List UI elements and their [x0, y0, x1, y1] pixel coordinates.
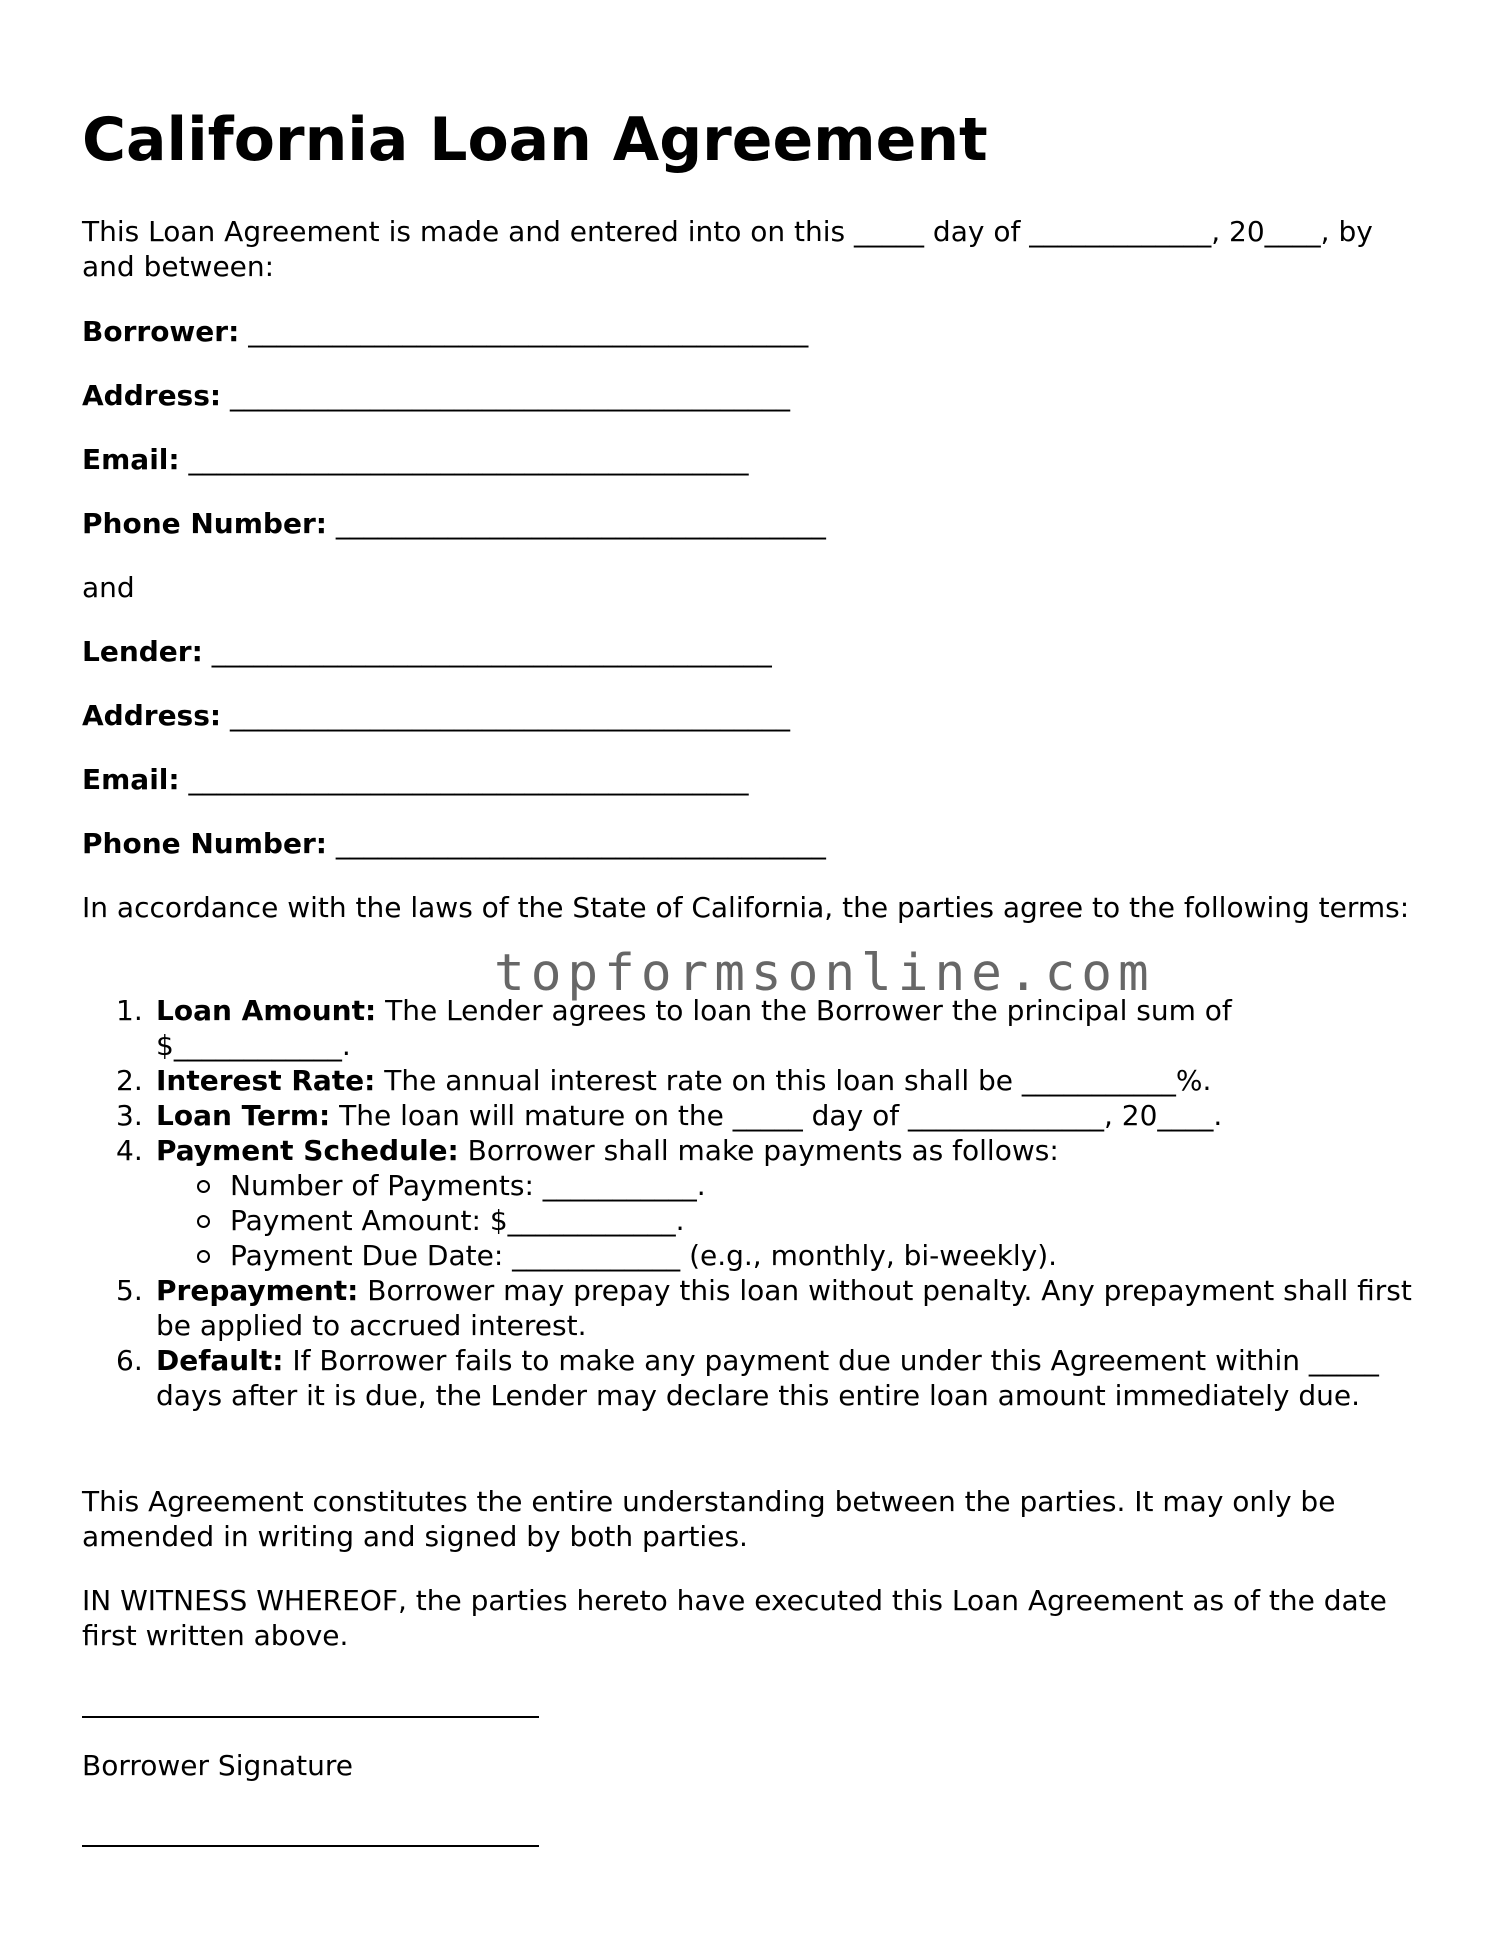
borrower-signature-label: Borrower Signature	[82, 1749, 354, 1782]
list-item	[230, 1238, 1422, 1273]
borrower-signature-line[interactable]	[82, 1716, 539, 1718]
witness-paragraph: IN WITNESS WHEREOF, the parties hereto have executed this Loan Agreement as of the date first written above.	[82, 1584, 1387, 1652]
watermark-text: topformsonline.com	[494, 944, 1155, 1003]
intro-paragraph: This Loan Agreement is made and entered into on this _____ day of _____________, 20____, by and between:	[82, 215, 1373, 283]
term-text: Borrower shall make payments as follows:	[458, 1134, 1059, 1167]
list-item	[116, 1133, 1422, 1273]
lender-address-field[interactable]	[82, 698, 790, 733]
circle-bullet-icon	[197, 1250, 210, 1263]
list-item	[116, 993, 1422, 1063]
lender-phone-field[interactable]	[82, 826, 826, 861]
list-number: 3.	[116, 1099, 143, 1132]
list-item	[116, 1273, 1422, 1343]
lender-name-field[interactable]	[82, 634, 772, 669]
terms-intro-paragraph: In accordance with the laws of the State of California, the parties agree to the following terms:	[82, 891, 1410, 924]
list-item	[230, 1168, 1422, 1203]
borrower-email-field[interactable]	[82, 442, 749, 477]
list-number: 6.	[116, 1344, 143, 1377]
term-text: The annual interest rate on this loan shall be ___________%.	[375, 1064, 1212, 1097]
list-item	[116, 1343, 1422, 1413]
field-label: Phone Number:	[82, 827, 327, 860]
lender-signature-line[interactable]	[82, 1845, 539, 1847]
field-label: Lender:	[82, 635, 203, 668]
list-number: 1.	[116, 994, 143, 1027]
term-text: If Borrower fails to make any payment due under this Agreement within _____ days after it is due, the Lender may declare this entire loan amount immediately due.	[156, 1344, 1379, 1412]
term-label: Prepayment:	[156, 1274, 359, 1307]
document-title: California Loan Agreement	[82, 105, 988, 175]
and-text: and	[82, 571, 135, 604]
term-label: Loan Term:	[156, 1099, 331, 1132]
circle-bullet-icon	[197, 1215, 210, 1228]
field-blank[interactable]: ________________________________________	[248, 315, 809, 348]
term-label: Interest Rate:	[156, 1064, 376, 1097]
payment-schedule-list	[156, 1168, 1422, 1273]
terms-list	[116, 993, 1422, 1413]
term-label: Loan Amount:	[156, 994, 377, 1027]
lender-email-field[interactable]	[82, 762, 749, 797]
term-text: Borrower may prepay this loan without penalty. Any prepayment shall first be applied to accrued interest.	[156, 1274, 1412, 1342]
field-label: Borrower:	[82, 315, 240, 348]
circle-bullet-icon	[197, 1180, 210, 1193]
list-item	[230, 1203, 1422, 1238]
field-blank[interactable]: ________________________________________	[188, 763, 749, 796]
entire-agreement-paragraph: This Agreement constitutes the entire understanding between the parties. It may only be amended in writing and signed by both parties.	[82, 1485, 1336, 1553]
list-number: 4.	[116, 1134, 143, 1167]
borrower-address-field[interactable]	[82, 378, 790, 413]
field-label: Address:	[82, 699, 222, 732]
field-label: Address:	[82, 379, 222, 412]
term-label: Payment Schedule:	[156, 1134, 459, 1167]
term-text: The loan will mature on the _____ day of ______________, 20____.	[330, 1099, 1223, 1132]
field-label: Email:	[82, 443, 180, 476]
sub-item-text: Payment Due Date: ____________ (e.g., monthly, bi-weekly).	[230, 1239, 1058, 1272]
field-blank[interactable]: ________________________________________	[230, 699, 790, 732]
sub-item-text: Payment Amount: $____________.	[230, 1204, 685, 1237]
field-blank[interactable]: ________________________________________	[230, 379, 790, 412]
field-blank[interactable]: ___________________________________	[335, 827, 826, 860]
field-blank[interactable]: ________________________________________	[188, 443, 749, 476]
list-number: 2.	[116, 1064, 143, 1097]
list-number: 5.	[116, 1274, 143, 1307]
list-item	[116, 1063, 1422, 1098]
field-label: Phone Number:	[82, 507, 327, 540]
field-label: Email:	[82, 763, 180, 796]
term-text: The Lender agrees to loan the Borrower the principal sum of $____________.	[156, 994, 1232, 1062]
term-label: Default:	[156, 1344, 284, 1377]
list-item	[116, 1098, 1422, 1133]
field-blank[interactable]: ________________________________________	[211, 635, 772, 668]
field-blank[interactable]: ___________________________________	[335, 507, 826, 540]
borrower-phone-field[interactable]	[82, 506, 826, 541]
borrower-name-field[interactable]	[82, 314, 808, 349]
sub-item-text: Number of Payments: ___________.	[230, 1169, 706, 1202]
